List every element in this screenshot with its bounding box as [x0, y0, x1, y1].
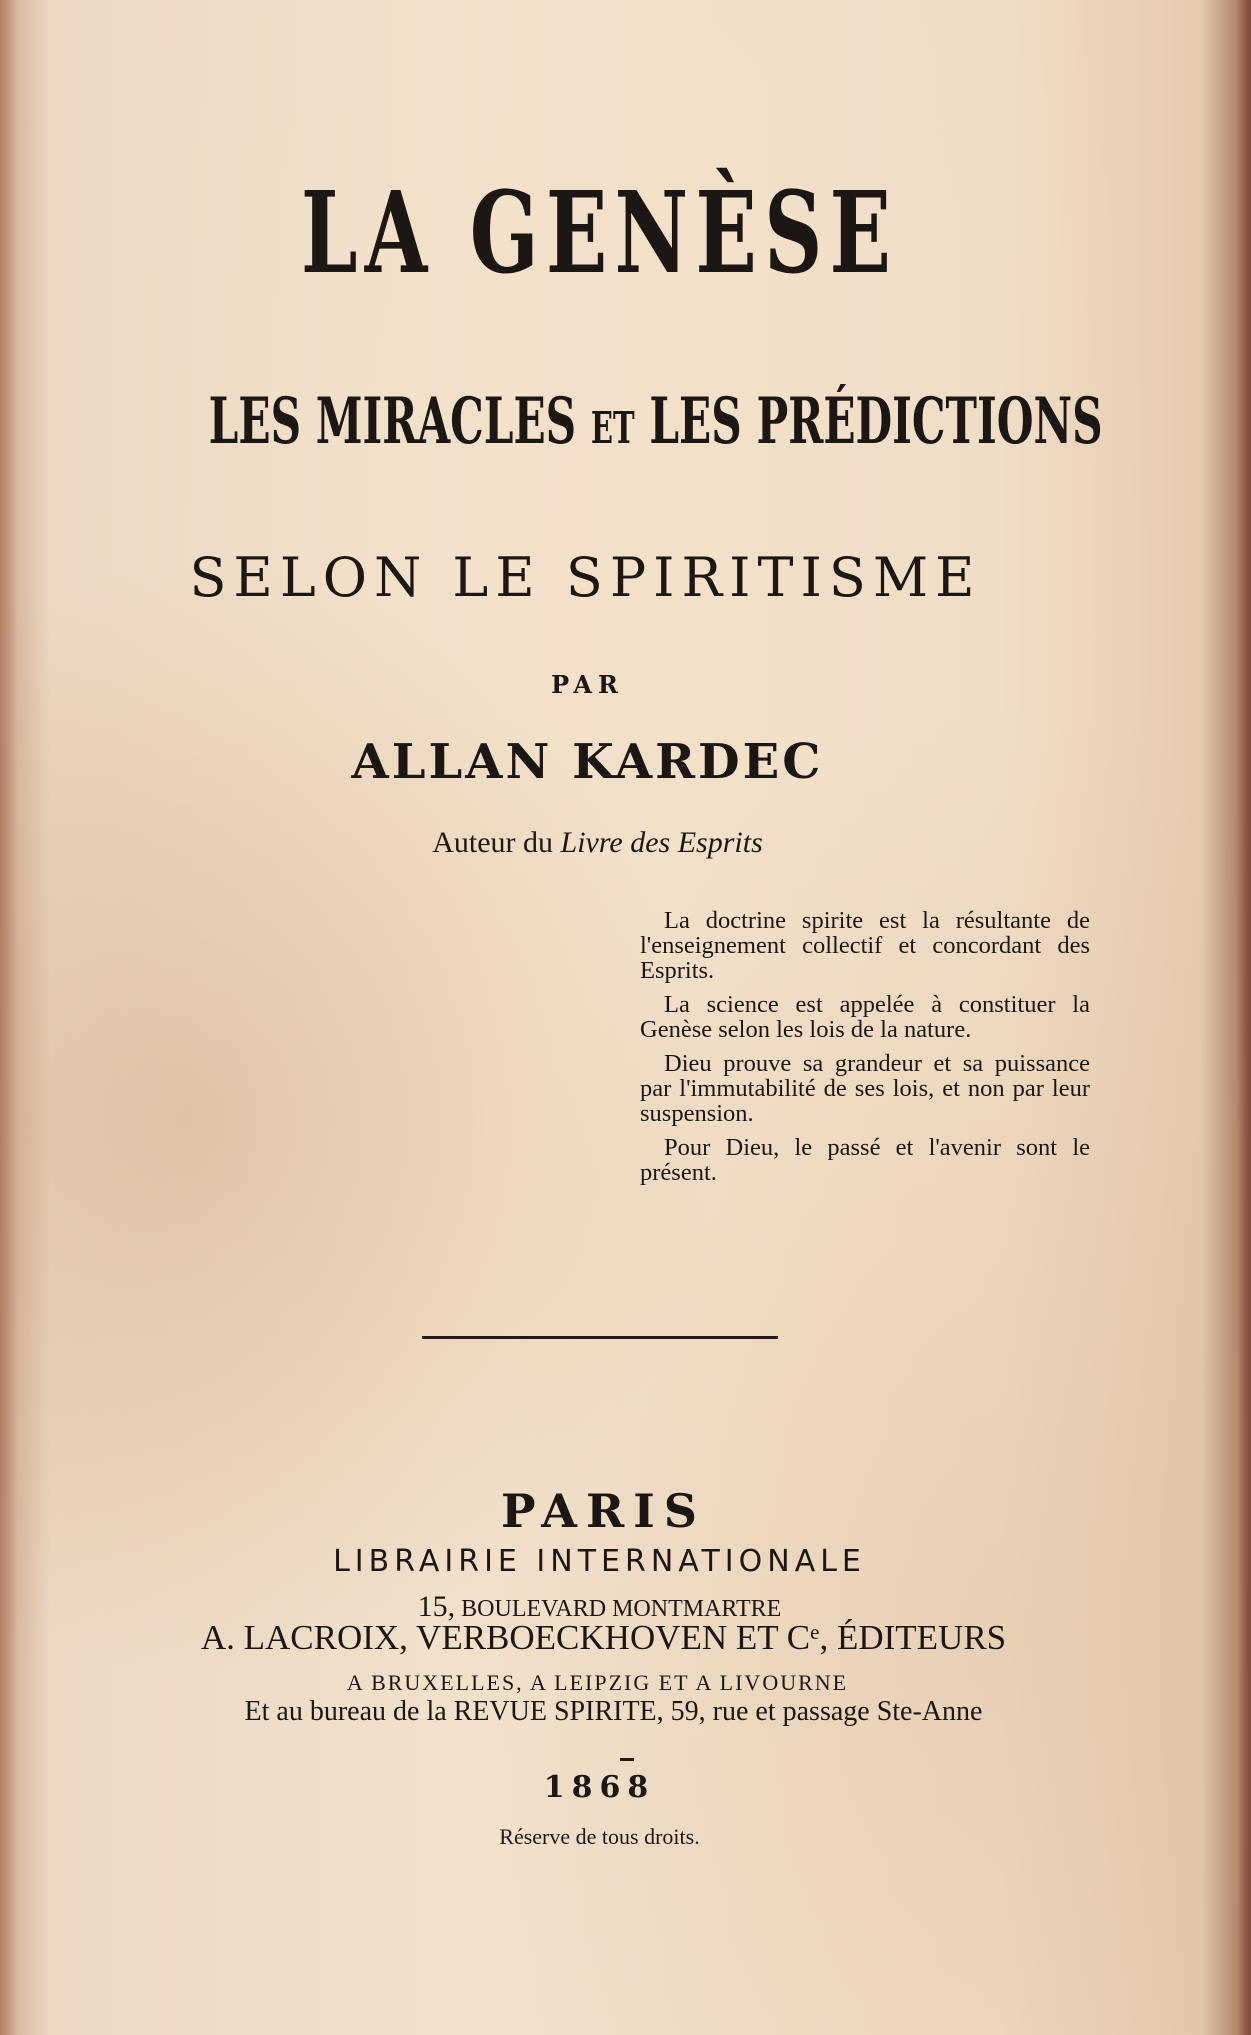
credit-work-title: Livre des Esprits [560, 826, 763, 859]
subtitle-conjunction: ET [590, 403, 635, 454]
subtitle-part-1: LES MIRACLES [208, 384, 577, 459]
epigraph-paragraph: La doctrine spirite est la résultante de l'enseignement collectif et concordant des Esprits. [640, 907, 1090, 984]
page-edge-shadow [1237, 0, 1251, 2035]
page-gutter-shadow [0, 0, 18, 2035]
subtitle-line: SELON LE SPIRITISME [189, 546, 982, 609]
book-subtitle [208, 384, 1103, 459]
author-credit [0, 826, 1223, 860]
imprint-rights: Réserve de tous droits. [499, 1824, 700, 1849]
by-line: PAR [551, 670, 624, 699]
imprint-cities: A BRUXELLES, A LEIPZIG ET A LIVOURNE [346, 1670, 849, 1695]
subtitle-part-2: LES PRÉDICTIONS [649, 384, 1103, 459]
imprint-city: PARIS [501, 1484, 706, 1538]
address-number: 15, [417, 1590, 456, 1623]
imprint-editors [0, 1618, 1229, 1658]
book-title: LA GENÈSE [300, 168, 899, 299]
epigraph-paragraph: La science est appelée à constituer la Genèse selon les lois de la nature. [640, 991, 1090, 1043]
epigraph-paragraph: Pour Dieu, le passé et l'avenir sont le présent. [640, 1134, 1090, 1186]
short-rule [620, 1758, 634, 1761]
imprint-publisher: LIBRAIRIE INTERNATIONALE [333, 1544, 866, 1579]
epigraph [640, 908, 1090, 1194]
editors-suffix: , ÉDITEURS [819, 1618, 1007, 1657]
editors-name: A. LACROIX, VERBOECKHOVEN ET C [200, 1618, 811, 1657]
address-street: BOULEVARD MONTMARTRE [461, 1596, 782, 1622]
author-name: ALLAN KARDEC [351, 734, 824, 790]
imprint-year: 1868 [543, 1770, 656, 1805]
editors-superscript: e [810, 1620, 820, 1644]
epigraph-paragraph: Dieu prouve sa grandeur et sa puissance par l'immutabilité de ses lois, et non par leur suspension. [640, 1050, 1090, 1127]
horizontal-rule [422, 1336, 778, 1339]
imprint-bureau: Et au bureau de la REVUE SPIRITE, 59, rue et passage Ste-Anne [244, 1696, 983, 1727]
credit-prefix: Auteur du [432, 826, 554, 859]
